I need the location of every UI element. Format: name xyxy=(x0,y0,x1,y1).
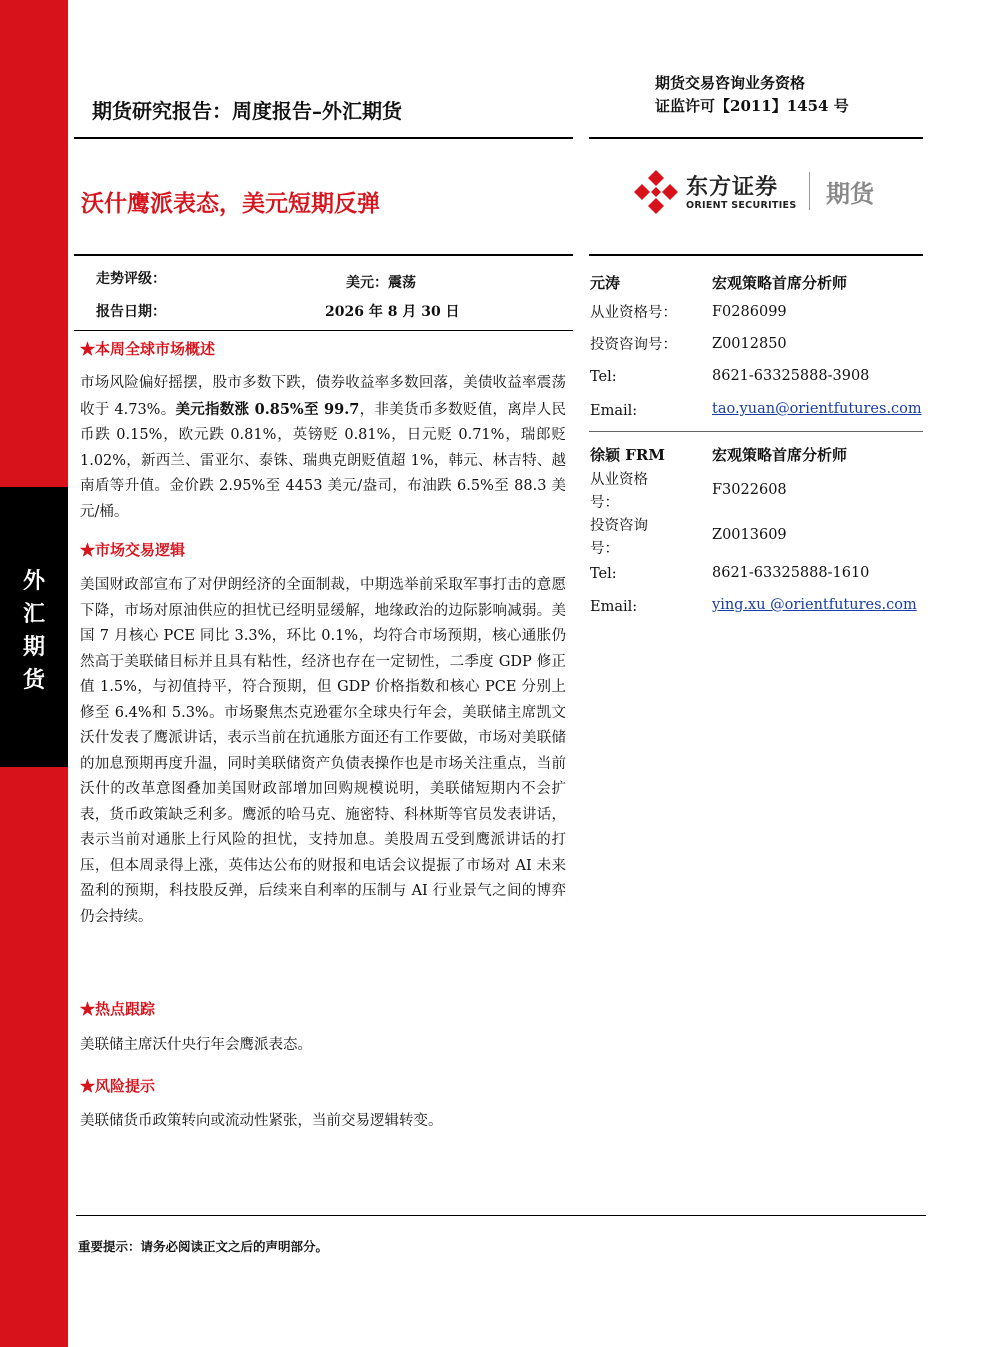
tel-number: 8621-63325888-3908 xyxy=(712,368,870,384)
email-label: Email: xyxy=(590,599,638,615)
section-rule-right xyxy=(589,254,923,256)
section-title-logic: ★市场交易逻辑 xyxy=(80,541,186,559)
rating-value: 美元：震荡 xyxy=(346,275,416,291)
footer-rule xyxy=(76,1215,926,1216)
logo-divider xyxy=(809,172,810,210)
analyst-name: 徐颖 FRM xyxy=(590,446,665,464)
logo-suffix: 期货 xyxy=(826,180,874,208)
hot-paragraph: 美联储主席沃什央行年会鹰派表态。 xyxy=(80,1037,312,1053)
orient-diamond-icon xyxy=(634,170,678,216)
email-link[interactable]: tao.yuan@orientfutures.com xyxy=(712,401,922,417)
date-label: 报告日期： xyxy=(96,304,166,320)
header-rule-left xyxy=(74,137,573,139)
consult-label: 投资咨询号： xyxy=(590,518,648,557)
report-date: 2026 年 8 月 30 日 xyxy=(325,304,460,320)
email-link[interactable]: ying.xu @orientfutures.com xyxy=(712,597,917,613)
qualification-number: F0286099 xyxy=(712,304,787,320)
risk-paragraph: 美联储货币政策转向或流动性紧张，当前交易逻辑转变。 xyxy=(80,1113,443,1129)
overview-paragraph: 市场风险偏好摇摆，股市多数下跌，债券收益率多数回落，美债收益率震荡收于 4.73%。美元指数涨 0.85%至 99.7，非美货币多数贬值，离岸人民币跌 0.15%，欧元跌 0.81%，英镑贬 0.81%，日元贬 0.71%，瑞郎贬 1.02%，新西兰、雷亚尔、泰铢、瑞典克朗贬值超 1%，韩元、林吉特、越南盾等升值。金价跌 2.95%至 4453 美元/盎司，布油跌 6.5%至 88.3 美元/桶。 xyxy=(80,375,566,520)
qualification-label: 从业资格号： xyxy=(590,472,648,511)
side-category-label: 外 汇 期 货 xyxy=(22,569,45,693)
logic-paragraph: 美国财政部宣布了对伊朗经济的全面制裁，中期选举前采取军事打击的意愿下降，市场对原油供应的担忧已经明显缓解，地缘政治的边际影响减弱。美国 7 月核心 PCE 同比 3.3%，环比 0.1%，均符合市场预期，核心通胀仍然高于美联储目标并且具有粘性，经济也存在一定韧性，二季度 GDP 修正值 1.5%，与初值持平，符合预期，但 GDP 价格指数和核心 PCE 分别上修至 6.4%和 5.3%。市场聚焦杰克逊霍尔全球央行年会，美联储主席凯文沃什发表了鹰派讲话，表示当前在抗通胀方面还有工作要做，市场对美联储的加息预期再度升温，同时美联储资产负债表操作也是市场关注重点，当前沃什的改革意图叠加美国财政部增加回购规模说明，美联储短期内不会扩表，货币政策缺乏利多。鹰派的哈马克、施密特、科林斯等官员发表讲话，表示当前对通胀上行风险的担忧，支持加息。美股周五受到鹰派讲话的打压，但本周录得上涨，英伟达公布的财报和电话会议提振了市场对 AI 未来盈利的预期，科技股反弹，后续来自利率的压制与 AI 行业景气之间的博弈仍会持续。 xyxy=(80,577,566,925)
consult-number: Z0013609 xyxy=(712,527,787,543)
tel-label: Tel: xyxy=(590,566,617,582)
analyst-name: 元涛 xyxy=(590,274,621,292)
footer-notice: 重要提示：请务必阅读正文之后的声明部分。 xyxy=(78,1239,329,1254)
tel-label: Tel: xyxy=(590,369,617,385)
rating-label: 走势评级： xyxy=(96,271,166,287)
section-title-hot: ★热点跟踪 xyxy=(80,1000,156,1018)
consult-number: Z0012850 xyxy=(712,336,787,352)
qualification-number: F3022608 xyxy=(712,482,787,498)
logo-name: 东方证券 xyxy=(686,175,779,200)
analyst-divider xyxy=(589,431,923,432)
section-title-risk: ★风险提示 xyxy=(80,1077,156,1095)
meta-rule xyxy=(74,330,573,331)
logo-english-name: ORIENT SECURITIES xyxy=(686,200,797,211)
section-title-overview: ★本周全球市场概述 xyxy=(80,340,216,358)
document-type: 期货研究报告：周度报告–外汇期货 xyxy=(92,99,402,123)
tel-number: 8621-63325888-1610 xyxy=(712,565,870,581)
section-rule-left xyxy=(74,254,573,256)
header-rule-right xyxy=(589,137,923,139)
consult-label: 投资咨询号： xyxy=(590,337,677,353)
analyst-title: 宏观策略首席分析师 xyxy=(712,446,848,464)
analyst-title: 宏观策略首席分析师 xyxy=(712,274,848,292)
company-logo xyxy=(634,168,894,218)
qualification-info: 期货交易咨询业务资格 证监许可【2011】1454 号 xyxy=(655,74,849,115)
email-label: Email: xyxy=(590,403,638,419)
qualification-label: 从业资格号： xyxy=(590,305,677,321)
report-headline: 沃什鹰派表态，美元短期反弹 xyxy=(81,190,380,217)
